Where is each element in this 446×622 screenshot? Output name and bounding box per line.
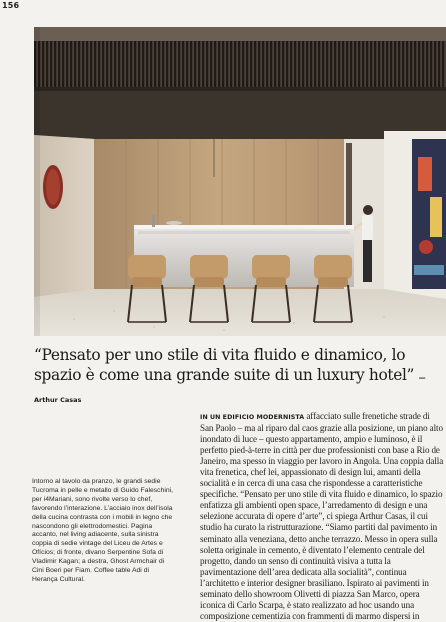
article-lead-in: IN UN EDIFICIO MODERNISTA — [200, 414, 305, 421]
kitchen-photo — [34, 27, 446, 336]
page-number: 156 — [2, 1, 20, 10]
pull-quote-text: “Pensato per uno stile di vita fluido e dinamico, lo spazio è come una grande suite di un luxury hotel” — [34, 346, 415, 384]
pull-quote-dash: — — [418, 374, 426, 382]
article-text: affacciato sulle frenetiche strade di San Paolo – ma al riparo dal caos grazie alla posizione, un piano alto inondato di luce – questo appartamento, ampio e luminoso, è il perfetto pied-à-terre in città per due professionisti con base a Rio de Janeiro, ma spesso in viaggio per lavoro in Angola. Una coppia dalla vita frenetica, chef lei, appassionato di design lui, amanti della socialità e in cerca di una casa che rispondesse a caratteristiche specifiche. “Pensato per uno stile di vita fluido e dinamico, lo spazio enfatizza gli ambienti open space, l’arredamento di design e una selezione accurata di opere d’arte”, ci spiega Arthur Casas, il cui studio ha curato la ristrutturazione. “Siamo partiti dal pavimento in seminato alla veneziana, detto anche terrazzo. Messo in opera sulla soletta originale in cemento, è diventato l’elemento centrale del progetto, dando un senso di continuità visiva a tutta la pavimentazione dell’area dedicata alla socialità”, continua l’architetto e interior designer brasiliano. Ispirato ai pavimenti in seminato dello showroom Olivetti di piazza San Marco, opera iconica di Carlo Scarpa, è stato realizzato ad hoc usando una composizione cementizia con frammenti di marmo dispersi in — [200, 411, 444, 621]
pull-quote — [34, 345, 444, 410]
photo-caption: Intorno al tavolo da pranzo, le grandi sedie Tucroma in pelle e metallo di Guido Faleschini, per i4Mariani, sono rivolte verso lo chef, favorendo l’interazione. L’acciaio inox dell’isola della cucina contrasta con i mobili in legno che nascondono gli elettrodomestici. Pagina accanto, nel living adiacente, sulla sinistra coppia di sedie vintage del Liceu de Artes e Ofícios; di fronte, divano Serpentine Sofa di Vladimir Kagan; a destra, Ghost Armchair di Cini Boeri per Fiam. Coffee table Adi di Herança Cultural. — [32, 478, 174, 583]
article-body — [200, 411, 444, 622]
pull-quote-credit: Arthur Casas — [34, 396, 82, 404]
